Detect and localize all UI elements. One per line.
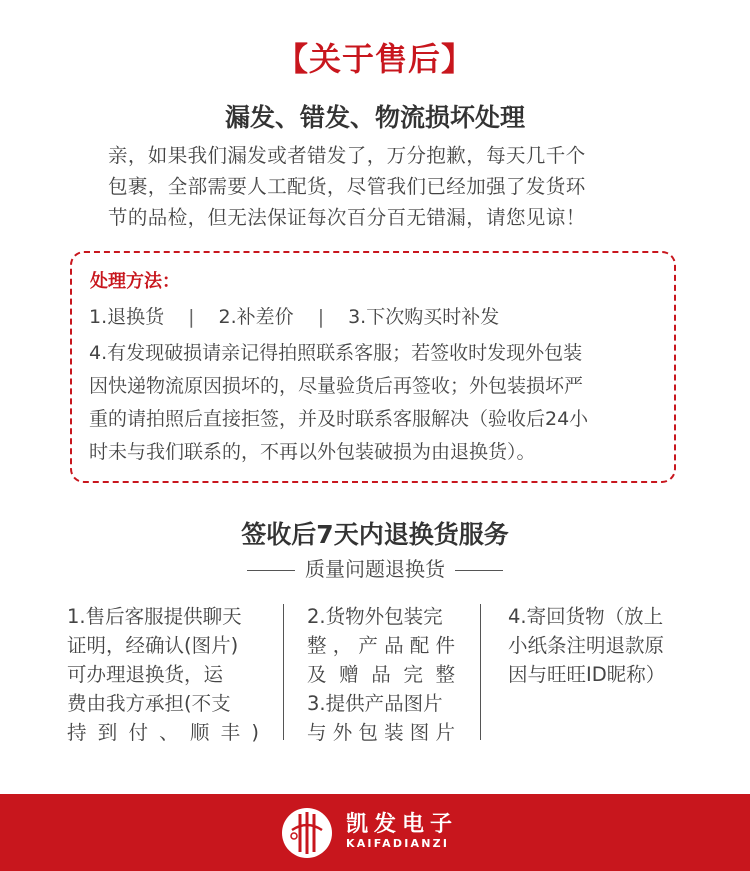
char: 到 <box>97 721 118 744</box>
char: 丰 <box>220 721 241 744</box>
service-line: 费由我方承担(不支 <box>67 692 231 715</box>
service-line: 3.提供产品图片 <box>307 692 443 715</box>
brand-name-cn: 凯发电子 <box>346 812 459 837</box>
service-line: 4.寄回货物（放上 <box>508 605 664 628</box>
char: 件 <box>435 634 455 657</box>
handling-line: 重的请拍照后直接拒签，并及时联系客服解决（验收后24小 <box>89 408 589 430</box>
service-line-justified <box>307 631 455 660</box>
service-title: 签收后7天内退换货服务 <box>241 520 509 549</box>
divider-line <box>247 570 295 571</box>
option-price-difference: 2.补差价 <box>218 306 294 328</box>
service-column-2 <box>307 602 455 747</box>
service-line-justified <box>67 718 259 747</box>
char: 整 <box>307 634 327 657</box>
char: 产 <box>358 634 378 657</box>
service-line: 小纸条注明退款原 <box>508 634 665 657</box>
char: 、 <box>159 721 179 744</box>
char: 顺 <box>189 721 210 744</box>
char: 配 <box>409 634 430 657</box>
page-title: 【关于售后】 <box>275 40 474 78</box>
service-line-justified <box>307 660 455 689</box>
char: 外 <box>332 721 353 744</box>
service-column-3 <box>508 602 688 689</box>
char: 装 <box>384 721 404 744</box>
handling-title: 处理方法： <box>90 271 180 292</box>
handling-line: 4.有发现破损请亲记得拍照联系客服；若签收时发现外包装 <box>89 342 583 364</box>
option-separator: | <box>188 306 195 328</box>
service-subtitle <box>0 553 750 582</box>
char: 持 <box>67 721 87 744</box>
handling-options <box>89 302 499 329</box>
kaifa-logo-icon <box>280 806 334 860</box>
brand-name-en: KAIFADIANZI <box>346 837 450 850</box>
char: 付 <box>128 721 148 744</box>
column-divider <box>480 604 481 740</box>
column-divider <box>283 604 284 740</box>
option-reissue: 3.下次购买时补发 <box>348 306 500 328</box>
char: 包 <box>358 721 378 744</box>
intro-line: 包裹，全部需要人工配货，尽管我们已经加强了发货环 <box>108 175 586 198</box>
intro-line: 亲，如果我们漏发或者错发了，万分抱歉，每天几千个 <box>108 144 586 167</box>
char: 及 <box>307 663 327 686</box>
brand-footer <box>0 794 750 871</box>
service-line: 2.货物外包装完 <box>307 605 443 628</box>
char: 与 <box>307 721 327 744</box>
handling-line: 时未与我们联系的，不再以外包装破损为由退换货）。 <box>89 441 536 463</box>
option-separator: | <box>317 306 325 328</box>
char: 品 <box>371 663 391 686</box>
service-subtitle-text: 质量问题退换货 <box>305 557 445 581</box>
service-line: 证明，经确认(图片) <box>67 634 239 657</box>
handling-line: 因快递物流原因损坏的，尽量验货后再签收；外包装损坏严 <box>89 375 584 397</box>
char: 片 <box>435 721 455 744</box>
char: 品 <box>384 634 404 657</box>
service-line-justified <box>307 718 455 747</box>
service-line: 可办理退换货，运 <box>67 663 224 686</box>
char: 赠 <box>339 663 359 686</box>
service-column-1 <box>67 602 259 747</box>
service-line: 1.售后客服提供聊天 <box>67 605 242 628</box>
service-line: 因与旺旺ID昵称） <box>508 663 666 686</box>
intro-line: 节的品检，但无法保证每次百分百无错漏，请您见谅！ <box>108 206 586 229</box>
char: ) <box>251 721 259 744</box>
handling-damage-text <box>89 337 659 469</box>
section-heading-missing-wrong: 漏发、错发、物流损坏处理 <box>224 103 525 132</box>
divider-line <box>455 570 503 571</box>
char: 完 <box>403 663 423 686</box>
char: 整 <box>435 663 455 686</box>
intro-paragraph <box>108 140 648 233</box>
char: 图 <box>409 721 430 744</box>
option-return: 1.退换货 <box>89 306 165 328</box>
char: ， <box>332 634 353 657</box>
